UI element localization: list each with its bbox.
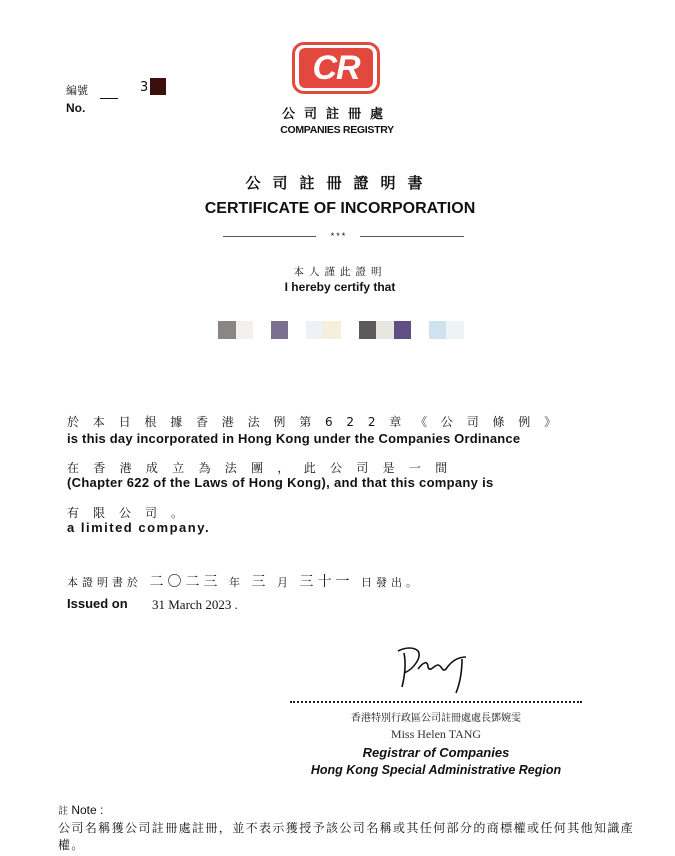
- issued-day-zh: 三十一: [299, 574, 354, 590]
- registrar-title-zh: 香港特別行政區公司註冊處處長鄧婉雯: [351, 713, 521, 724]
- company-name-redacted: [218, 321, 464, 339]
- body-line-2-zh: 在香港成立為法團，此公司是一間: [67, 461, 462, 475]
- number-redaction: [150, 78, 166, 95]
- redaction-block: [253, 321, 271, 339]
- registrar-name: Miss Helen TANG: [390, 727, 482, 741]
- issued-date-en: 31 March 2023 .: [152, 597, 238, 612]
- title-en: CERTIFICATE OF INCORPORATION: [204, 200, 476, 217]
- divider-stars: ***: [330, 231, 348, 241]
- number-label-en: No.: [66, 101, 86, 115]
- body-line-1-en: is this day incorporated in Hong Kong under the Companies Ordinance: [67, 431, 521, 446]
- body-line-3-zh: 有限公司。: [67, 506, 198, 520]
- logo-mark: CR: [299, 48, 373, 88]
- divider-left: [223, 236, 316, 237]
- issued-suffix-zh: 日發出。: [361, 576, 421, 589]
- redaction-block: [446, 321, 464, 339]
- issued-label-en: Issued on: [67, 596, 128, 611]
- body-line-1-zh: 於本日根據香港法例第622章《公司條例》: [67, 415, 570, 429]
- note-text: 公司名稱獲公司註冊處註冊，並不表示獲授予該公司名稱或其任何部分的商標權或任何其他知識產權。: [58, 821, 635, 852]
- issued-date-zh: [67, 571, 421, 591]
- number-underline: [100, 98, 118, 99]
- redaction-block: [218, 321, 236, 339]
- note-label-zh: 註: [58, 806, 68, 817]
- certify-zh: 本人謹此證明: [293, 266, 387, 278]
- title-zh: 公司註冊證明書: [245, 174, 435, 192]
- number-label-zh: 編號: [66, 84, 88, 97]
- note-label: [58, 802, 103, 817]
- redaction-block: [376, 321, 394, 339]
- signature-line: [290, 701, 582, 703]
- redaction-block: [429, 321, 447, 339]
- redaction-block: [359, 321, 377, 339]
- redaction-block: [323, 321, 341, 339]
- registrar-region: Hong Kong Special Administrative Region: [310, 763, 562, 777]
- redaction-block: [306, 321, 324, 339]
- logo-name-en: COMPANIES REGISTRY: [280, 124, 394, 136]
- certify-en: I hereby certify that: [284, 280, 396, 294]
- registrar-signature: [396, 643, 472, 695]
- redaction-block: [394, 321, 412, 339]
- registrar-role: Registrar of Companies: [362, 745, 510, 760]
- divider-right: [360, 236, 464, 237]
- certificate-number: 3: [140, 80, 149, 95]
- redaction-block: [341, 321, 359, 339]
- redaction-block: [236, 321, 254, 339]
- issued-prefix-zh: 本證明書於: [67, 576, 142, 589]
- redaction-block: [288, 321, 306, 339]
- issued-year-zh: 二〇二三: [149, 574, 222, 590]
- redaction-block: [411, 321, 429, 339]
- body-line-2-en: (Chapter 622 of the Laws of Hong Kong), and that this company is: [67, 475, 494, 490]
- issued-month-unit: 月: [277, 576, 292, 589]
- companies-registry-logo: [292, 42, 380, 94]
- logo-name-zh: 公司註冊處: [281, 107, 392, 122]
- body-line-3-en: a limited company.: [67, 520, 211, 535]
- issued-month-zh: 三: [251, 574, 270, 590]
- issued-year-unit: 年: [229, 576, 244, 589]
- note-label-en: Note :: [71, 803, 104, 817]
- redaction-block: [271, 321, 289, 339]
